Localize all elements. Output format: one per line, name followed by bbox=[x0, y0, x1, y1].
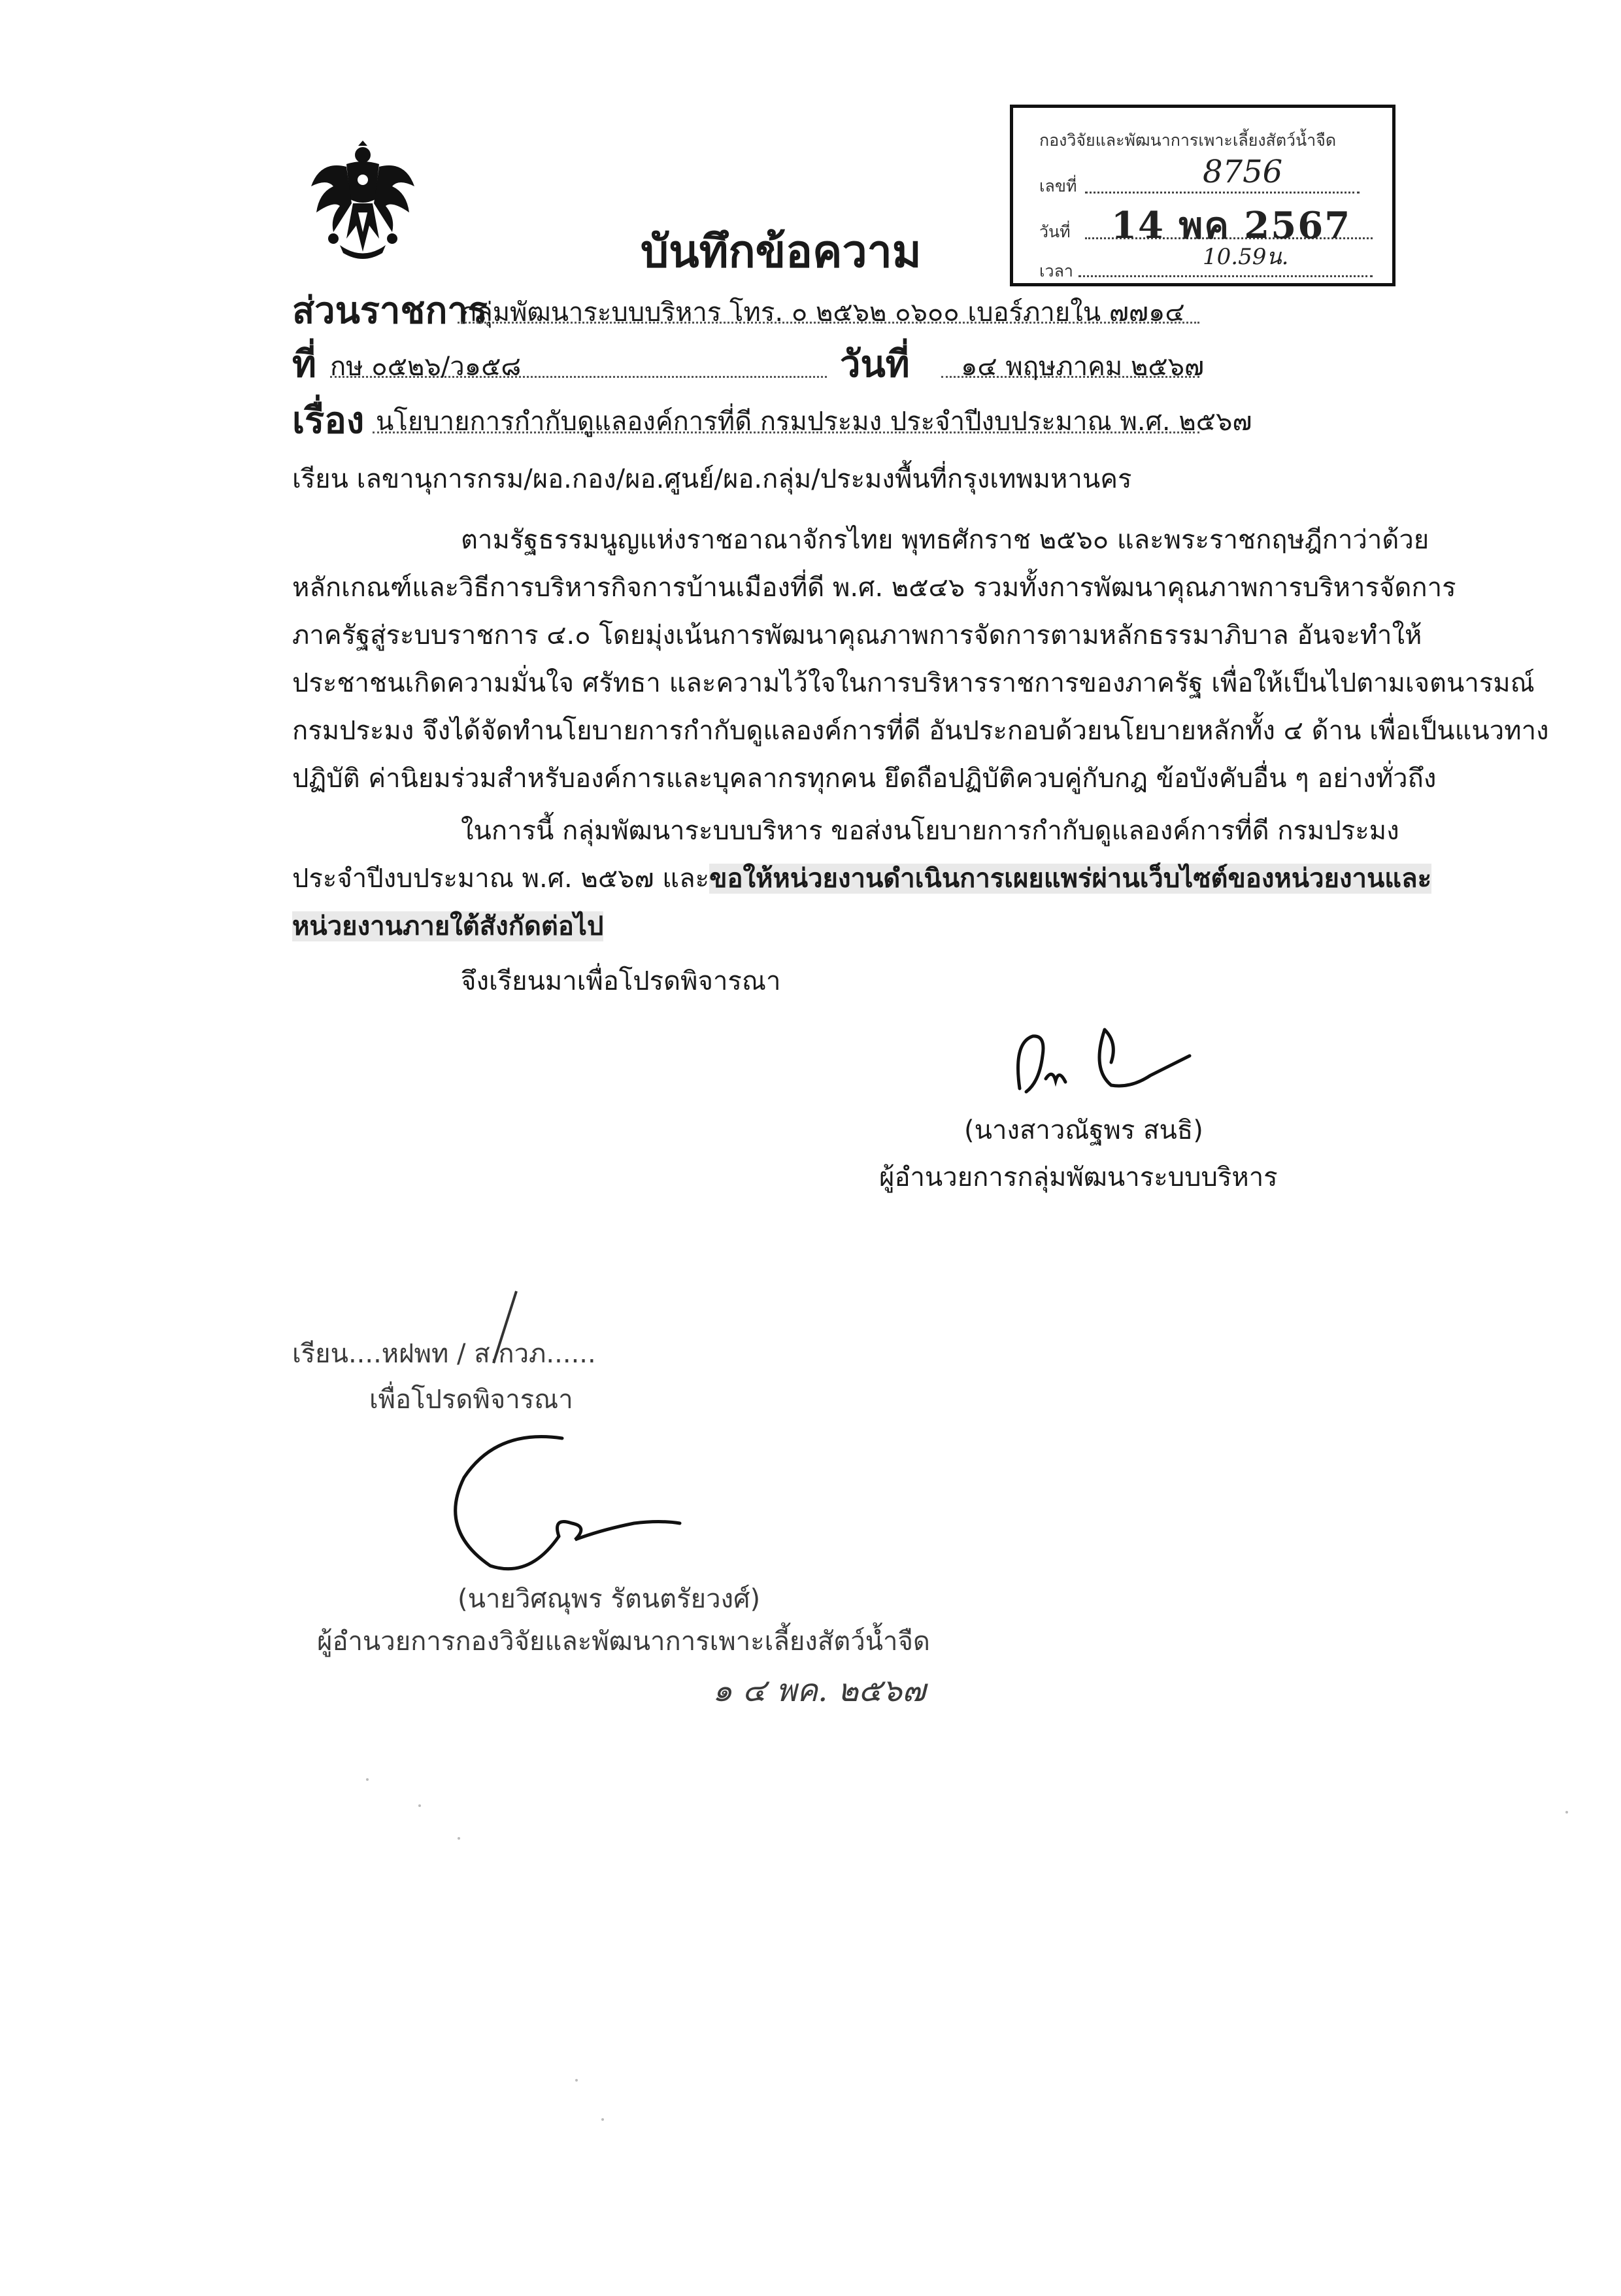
addressee: เรียน เลขานุการกรม/ผอ.กอง/ผอ.ศูนย์/ผอ.กลุ่ม/ประมงพื้นที่กรุงเทพมหานคร bbox=[292, 464, 1132, 494]
para2-line3-highlight: หน่วยงานภายใต้สังกัดต่อไป bbox=[292, 911, 604, 941]
stamp-org: กองวิจัยและพัฒนาการเพาะเลี้ยงสัตว์น้ำจืด bbox=[1039, 131, 1337, 150]
signature-1 bbox=[1007, 1017, 1203, 1108]
signer2-date: ๑ ๔ พค. ๒๕๖๗ bbox=[712, 1672, 926, 1709]
para1-line: ภาครัฐสู่ระบบราชการ ๔.๐ โดยมุ่งเน้นการพัฒนาคุณภาพการจัดการตามหลักธรรมาภิบาล อันจะทำให้ bbox=[292, 620, 1422, 650]
endorsement-line2: เพื่อโปรดพิจารณา bbox=[369, 1385, 573, 1415]
para1-line: ตามรัฐธรรมนูญแห่งราชอาณาจักรไทย พุทธศักราช ๒๕๖๐ และพระราชกฤษฎีกาว่าด้วย bbox=[461, 525, 1429, 555]
para2-line2-highlight: ขอให้หน่วยงานดำเนินการเผยแพร่ผ่านเว็บไซต์ของหน่วยงานและ bbox=[709, 864, 1432, 894]
endorsement-line1: เรียน....หฝพท / ส.กวภ...... bbox=[292, 1339, 596, 1369]
stamp-time-label: เวลา bbox=[1039, 262, 1073, 280]
ref-label: ที่ bbox=[292, 343, 316, 386]
para1-line: กรมประมง จึงได้จัดทำนโยบายการกำกับดูแลองค์การที่ดี อันประกอบด้วยนโยบายหลักทั้ง ๔ ด้าน เพื่อเป็นแนวทาง bbox=[292, 716, 1549, 746]
signer1-name: (นางสาวณัฐพร สนธิ) bbox=[964, 1115, 1203, 1145]
para1-line: หลักเกณฑ์และวิธีการบริหารกิจการบ้านเมืองที่ดี พ.ศ. ๒๕๔๖ รวมทั้งการพัฒนาคุณภาพการบริหารจัดการ bbox=[292, 573, 1456, 603]
signer1-title: ผู้อำนวยการกลุ่มพัฒนาระบบบริหาร bbox=[879, 1162, 1278, 1192]
signature-2 bbox=[418, 1425, 693, 1582]
agency-label: ส่วนราชการ bbox=[292, 290, 488, 332]
date-label: วันที่ bbox=[840, 343, 910, 386]
para2-line2 bbox=[292, 858, 1431, 899]
stamp-number-value: 8756 bbox=[1203, 154, 1283, 190]
memo-title: บันทึกข้อความ bbox=[641, 226, 922, 278]
stamp-time-value: 10.59น. bbox=[1203, 244, 1289, 270]
subject-label: เรื่อง bbox=[292, 399, 365, 442]
para2-line1: ในการนี้ กลุ่มพัฒนาระบบบริหาร ขอส่งนโยบายการกำกับดูแลองค์การที่ดี กรมประมง bbox=[461, 816, 1399, 846]
garuda-emblem-icon bbox=[307, 141, 418, 262]
signer2-title: ผู้อำนวยการกองวิจัยและพัฒนาการเพาะเลี้ยงสัตว์น้ำจืด bbox=[317, 1627, 930, 1657]
receiving-stamp bbox=[1010, 105, 1395, 286]
closing-line: จึงเรียนมาเพื่อโปรดพิจารณา bbox=[461, 966, 781, 996]
para1-line: ประชาชนเกิดความมั่นใจ ศรัทธา และความไว้ใจในการบริหารราชการของภาครัฐ เพื่อให้เป็นไปตามเจตนารมณ์ bbox=[292, 668, 1535, 698]
subject-value: นโยบายการกำกับดูแลองค์การที่ดี กรมประมง ประจำปีงบประมาณ พ.ศ. ๒๕๖๗ bbox=[376, 407, 1252, 437]
para2-line3 bbox=[292, 906, 603, 947]
stamp-date-label: วันที่ bbox=[1039, 222, 1071, 241]
stamp-number-label: เลขที่ bbox=[1039, 177, 1077, 195]
para1-line: ปฏิบัติ ค่านิยมร่วมสำหรับองค์การและบุคลากรทุกคน ยึดถือปฏิบัติควบคู่กับกฎ ข้อบังคับอื่น ๆ อย่างทั่วถึง bbox=[292, 764, 1437, 794]
date-value: ๑๔ พฤษภาคม ๒๕๖๗ bbox=[961, 352, 1205, 382]
signer2-name: (นายวิศณุพร รัตนตรัยวงศ์) bbox=[458, 1584, 761, 1614]
para2-line2-plain: ประจำปีงบประมาณ พ.ศ. ๒๕๖๗ และ bbox=[292, 864, 710, 894]
agency-value: กลุ่มพัฒนาระบบบริหาร โทร. ๐ ๒๕๖๒ ๐๖๐๐ เบอร์ภายใน ๗๗๑๔ bbox=[461, 297, 1185, 328]
ref-value: กษ ๐๕๒๖/ว๑๕๘ bbox=[330, 352, 522, 382]
stamp-date-value: 14 พค 2567 bbox=[1111, 204, 1352, 247]
